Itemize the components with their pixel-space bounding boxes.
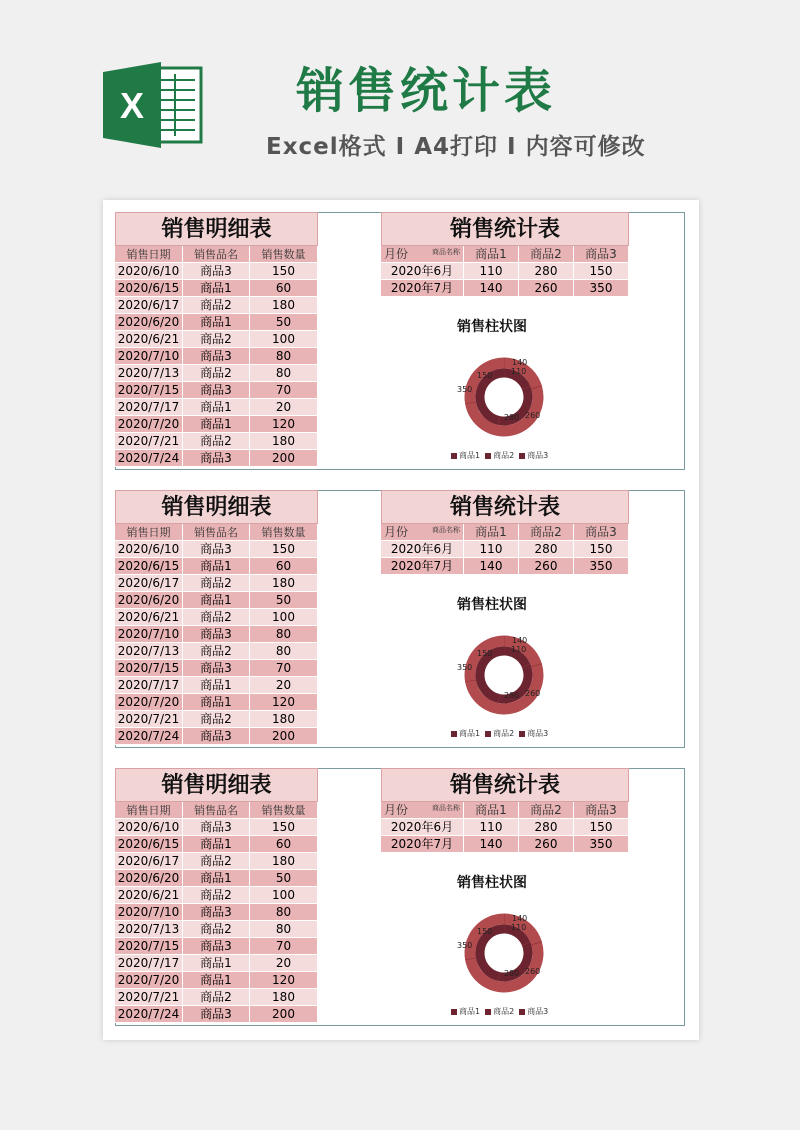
summary-table	[381, 212, 629, 297]
detail-cell: 180	[250, 575, 318, 592]
detail-header-cell: 销售日期	[115, 524, 183, 541]
donut-chart	[449, 908, 559, 1008]
detail-row	[115, 677, 318, 694]
detail-cell: 商品2	[183, 989, 250, 1006]
detail-cell: 商品2	[183, 365, 250, 382]
detail-cell: 120	[250, 416, 318, 433]
legend-swatch-icon	[519, 453, 525, 459]
detail-cell: 80	[250, 643, 318, 660]
detail-cell: 180	[250, 297, 318, 314]
detail-cell: 商品1	[183, 836, 250, 853]
legend-swatch-icon	[485, 1009, 491, 1015]
legend-label: 商品2	[493, 1007, 515, 1016]
detail-cell: 商品2	[183, 609, 250, 626]
summary-table	[381, 768, 629, 853]
legend-label: 商品1	[459, 1007, 481, 1016]
detail-cell: 商品2	[183, 921, 250, 938]
summary-cell: 260	[519, 836, 574, 853]
detail-cell: 150	[250, 263, 318, 280]
detail-row	[115, 819, 318, 836]
detail-cell: 商品1	[183, 416, 250, 433]
detail-cell: 120	[250, 972, 318, 989]
detail-row	[115, 660, 318, 677]
summary-row	[381, 263, 629, 280]
detail-table-body	[115, 263, 318, 467]
detail-cell: 商品2	[183, 711, 250, 728]
summary-cell: 280	[519, 541, 574, 558]
detail-cell: 180	[250, 989, 318, 1006]
detail-header-cell: 销售品名	[183, 524, 250, 541]
detail-cell: 150	[250, 819, 318, 836]
summary-header-cell: 商品3	[574, 246, 629, 263]
detail-cell: 2020/7/17	[115, 955, 183, 972]
donut-data-label: 140	[512, 914, 528, 923]
detail-header-cell: 销售数量	[250, 802, 318, 819]
detail-row	[115, 1006, 318, 1023]
legend-item	[485, 1006, 514, 1017]
detail-table-body	[115, 819, 318, 1023]
summary-table-title: 销售统计表	[381, 212, 629, 246]
detail-cell: 2020/7/10	[115, 626, 183, 643]
summary-corner-cell	[381, 246, 464, 263]
detail-cell: 2020/6/10	[115, 819, 183, 836]
detail-row	[115, 921, 318, 938]
detail-row	[115, 592, 318, 609]
detail-cell: 商品2	[183, 297, 250, 314]
detail-cell: 120	[250, 694, 318, 711]
donut-data-label: 140	[512, 636, 528, 645]
detail-row	[115, 711, 318, 728]
detail-cell: 70	[250, 938, 318, 955]
donut-slice	[480, 373, 504, 420]
donut-data-label: 280	[504, 413, 520, 422]
detail-cell: 200	[250, 728, 318, 745]
detail-cell: 商品3	[183, 904, 250, 921]
donut-chart	[449, 352, 559, 452]
detail-cell: 商品3	[183, 541, 250, 558]
legend-swatch-icon	[519, 731, 525, 737]
summary-header-cell: 商品3	[574, 802, 629, 819]
summary-cell: 350	[574, 558, 629, 575]
chart-title: 销售柱状图	[457, 875, 527, 891]
detail-cell: 200	[250, 450, 318, 467]
detail-cell: 2020/7/20	[115, 694, 183, 711]
detail-row	[115, 904, 318, 921]
detail-cell: 2020/7/24	[115, 728, 183, 745]
summary-cell: 110	[464, 263, 519, 280]
detail-cell: 2020/7/24	[115, 1006, 183, 1023]
detail-row	[115, 955, 318, 972]
donut-data-label: 150	[477, 927, 493, 936]
donut-data-label: 260	[525, 411, 541, 420]
summary-cell: 140	[464, 836, 519, 853]
detail-cell: 商品3	[183, 382, 250, 399]
detail-cell: 100	[250, 609, 318, 626]
donut-data-label: 280	[504, 969, 520, 978]
legend-swatch-icon	[451, 1009, 457, 1015]
detail-cell: 商品2	[183, 433, 250, 450]
detail-header-cell: 销售日期	[115, 802, 183, 819]
summary-header-cell: 商品3	[574, 524, 629, 541]
detail-cell: 2020/6/17	[115, 853, 183, 870]
donut-chart	[449, 630, 559, 730]
detail-cell: 100	[250, 887, 318, 904]
summary-table-header	[381, 802, 629, 819]
donut-data-label: 150	[477, 371, 493, 380]
summary-cell: 150	[574, 541, 629, 558]
legend-label: 商品1	[459, 451, 481, 460]
summary-corner-bottom: 月份	[384, 525, 409, 539]
legend-label: 商品3	[527, 451, 549, 460]
detail-row	[115, 887, 318, 904]
legend-item	[451, 450, 480, 461]
summary-cell: 350	[574, 280, 629, 297]
summary-row	[381, 819, 629, 836]
detail-header-cell: 销售品名	[183, 246, 250, 263]
detail-row	[115, 348, 318, 365]
donut-data-label: 350	[457, 663, 473, 672]
detail-cell: 商品3	[183, 819, 250, 836]
detail-cell: 2020/7/17	[115, 399, 183, 416]
detail-row	[115, 297, 318, 314]
detail-row	[115, 450, 318, 467]
detail-cell: 2020/7/15	[115, 660, 183, 677]
spreadsheet-paper	[103, 200, 699, 1040]
donut-data-label: 150	[477, 649, 493, 658]
detail-header-cell: 销售品名	[183, 802, 250, 819]
detail-cell: 60	[250, 836, 318, 853]
detail-cell: 100	[250, 331, 318, 348]
detail-cell: 2020/6/21	[115, 887, 183, 904]
detail-cell: 商品2	[183, 887, 250, 904]
summary-cell: 260	[519, 280, 574, 297]
detail-row	[115, 365, 318, 382]
detail-row	[115, 331, 318, 348]
excel-logo-icon	[103, 60, 203, 150]
donut-data-label: 140	[512, 358, 528, 367]
chart-title: 销售柱状图	[457, 597, 527, 613]
summary-table-header	[381, 246, 629, 263]
legend-label: 商品2	[493, 451, 515, 460]
summary-header-cell: 商品1	[464, 802, 519, 819]
detail-table	[115, 490, 318, 745]
donut-data-label: 110	[511, 367, 527, 376]
detail-cell: 50	[250, 592, 318, 609]
detail-row	[115, 609, 318, 626]
detail-cell: 商品1	[183, 870, 250, 887]
detail-cell: 2020/6/15	[115, 836, 183, 853]
detail-cell: 2020/7/21	[115, 711, 183, 728]
summary-cell: 280	[519, 819, 574, 836]
chart-legend	[451, 1006, 548, 1017]
detail-cell: 80	[250, 904, 318, 921]
detail-cell: 商品1	[183, 694, 250, 711]
detail-cell: 商品2	[183, 575, 250, 592]
legend-swatch-icon	[451, 731, 457, 737]
donut-data-label: 260	[525, 967, 541, 976]
detail-cell: 70	[250, 382, 318, 399]
detail-cell: 80	[250, 921, 318, 938]
detail-row	[115, 989, 318, 1006]
detail-row	[115, 382, 318, 399]
detail-cell: 2020/6/17	[115, 297, 183, 314]
chart-title: 销售柱状图	[457, 319, 527, 335]
detail-cell: 2020/7/24	[115, 450, 183, 467]
detail-cell: 200	[250, 1006, 318, 1023]
detail-header-cell: 销售数量	[250, 246, 318, 263]
summary-cell: 110	[464, 819, 519, 836]
donut-slice	[480, 651, 504, 698]
detail-cell: 150	[250, 541, 318, 558]
summary-cell: 2020年7月	[381, 836, 464, 853]
summary-table	[381, 490, 629, 575]
excel-logo-letter: X	[119, 85, 145, 126]
detail-row	[115, 626, 318, 643]
detail-cell: 商品1	[183, 677, 250, 694]
detail-row	[115, 870, 318, 887]
detail-cell: 60	[250, 558, 318, 575]
detail-cell: 商品3	[183, 728, 250, 745]
legend-item	[485, 450, 514, 461]
summary-cell: 2020年6月	[381, 541, 464, 558]
detail-cell: 商品1	[183, 558, 250, 575]
detail-cell: 70	[250, 660, 318, 677]
legend-label: 商品3	[527, 729, 549, 738]
detail-cell: 2020/7/13	[115, 365, 183, 382]
detail-cell: 2020/7/20	[115, 416, 183, 433]
detail-row	[115, 263, 318, 280]
summary-corner-cell	[381, 524, 464, 541]
summary-header-cell: 商品2	[519, 246, 574, 263]
legend-swatch-icon	[485, 731, 491, 737]
detail-table	[115, 212, 318, 467]
summary-cell: 150	[574, 263, 629, 280]
donut-data-label: 350	[457, 385, 473, 394]
legend-item	[519, 450, 548, 461]
detail-cell: 2020/6/21	[115, 609, 183, 626]
detail-cell: 20	[250, 955, 318, 972]
summary-corner-bottom: 月份	[384, 247, 409, 261]
detail-cell: 商品2	[183, 331, 250, 348]
summary-header-cell: 商品2	[519, 524, 574, 541]
detail-cell: 商品2	[183, 643, 250, 660]
detail-row	[115, 853, 318, 870]
detail-row	[115, 972, 318, 989]
summary-corner-cell	[381, 802, 464, 819]
detail-row	[115, 399, 318, 416]
detail-cell: 60	[250, 280, 318, 297]
detail-cell: 商品3	[183, 348, 250, 365]
summary-row	[381, 541, 629, 558]
detail-row	[115, 541, 318, 558]
summary-header-cell: 商品1	[464, 524, 519, 541]
legend-label: 商品1	[459, 729, 481, 738]
page-title: 销售统计表	[296, 63, 557, 119]
detail-cell: 2020/6/10	[115, 263, 183, 280]
detail-cell: 商品1	[183, 955, 250, 972]
summary-row	[381, 558, 629, 575]
legend-item	[519, 1006, 548, 1017]
detail-cell: 2020/6/10	[115, 541, 183, 558]
detail-row	[115, 280, 318, 297]
detail-cell: 商品3	[183, 626, 250, 643]
legend-item	[485, 728, 514, 739]
detail-cell: 商品2	[183, 853, 250, 870]
summary-row	[381, 280, 629, 297]
detail-row	[115, 728, 318, 745]
summary-header-cell: 商品2	[519, 802, 574, 819]
detail-cell: 2020/6/20	[115, 870, 183, 887]
detail-cell: 80	[250, 348, 318, 365]
summary-cell: 280	[519, 263, 574, 280]
legend-swatch-icon	[485, 453, 491, 459]
detail-cell: 商品3	[183, 263, 250, 280]
detail-table-body	[115, 541, 318, 745]
summary-cell: 2020年7月	[381, 280, 464, 297]
summary-table-title: 销售统计表	[381, 768, 629, 802]
summary-cell: 2020年6月	[381, 819, 464, 836]
detail-cell: 2020/6/15	[115, 558, 183, 575]
detail-cell: 商品1	[183, 972, 250, 989]
detail-row	[115, 694, 318, 711]
summary-cell: 150	[574, 819, 629, 836]
summary-header-cell: 商品1	[464, 246, 519, 263]
detail-header-cell: 销售数量	[250, 524, 318, 541]
detail-cell: 商品3	[183, 938, 250, 955]
donut-data-label: 110	[511, 923, 527, 932]
detail-cell: 180	[250, 853, 318, 870]
page-header	[0, 0, 800, 200]
donut-data-label: 280	[504, 691, 520, 700]
detail-table-title: 销售明细表	[115, 212, 318, 246]
detail-cell: 商品1	[183, 399, 250, 416]
detail-cell: 商品1	[183, 280, 250, 297]
detail-cell: 20	[250, 399, 318, 416]
detail-cell: 2020/7/10	[115, 348, 183, 365]
chart-legend	[451, 728, 548, 739]
detail-cell: 商品3	[183, 450, 250, 467]
summary-cell: 140	[464, 280, 519, 297]
summary-cell: 260	[519, 558, 574, 575]
detail-row	[115, 558, 318, 575]
summary-cell: 2020年6月	[381, 263, 464, 280]
summary-corner-top: 商品名称	[432, 526, 460, 534]
detail-cell: 商品1	[183, 314, 250, 331]
detail-cell: 2020/7/15	[115, 382, 183, 399]
detail-table-header	[115, 246, 318, 263]
detail-table-header	[115, 802, 318, 819]
detail-cell: 80	[250, 365, 318, 382]
legend-item	[451, 728, 480, 739]
detail-cell: 2020/7/21	[115, 989, 183, 1006]
legend-label: 商品2	[493, 729, 515, 738]
detail-cell: 2020/7/13	[115, 643, 183, 660]
detail-table-header	[115, 524, 318, 541]
legend-item	[451, 1006, 480, 1017]
detail-cell: 50	[250, 314, 318, 331]
detail-cell: 50	[250, 870, 318, 887]
detail-row	[115, 836, 318, 853]
detail-cell: 2020/7/20	[115, 972, 183, 989]
legend-item	[519, 728, 548, 739]
detail-cell: 2020/7/15	[115, 938, 183, 955]
donut-data-label: 260	[525, 689, 541, 698]
detail-cell: 180	[250, 433, 318, 450]
detail-cell: 2020/7/21	[115, 433, 183, 450]
detail-cell: 2020/6/21	[115, 331, 183, 348]
detail-table-title: 销售明细表	[115, 490, 318, 524]
detail-cell: 商品3	[183, 1006, 250, 1023]
donut-slice	[480, 929, 504, 976]
detail-cell: 商品1	[183, 592, 250, 609]
detail-table-title: 销售明细表	[115, 768, 318, 802]
detail-cell: 2020/7/10	[115, 904, 183, 921]
legend-swatch-icon	[451, 453, 457, 459]
detail-row	[115, 938, 318, 955]
summary-cell: 110	[464, 541, 519, 558]
detail-cell: 2020/7/17	[115, 677, 183, 694]
legend-swatch-icon	[519, 1009, 525, 1015]
detail-row	[115, 416, 318, 433]
detail-cell: 2020/7/13	[115, 921, 183, 938]
detail-cell: 20	[250, 677, 318, 694]
sales-block	[115, 490, 685, 748]
detail-cell: 2020/6/20	[115, 314, 183, 331]
sales-block	[115, 212, 685, 470]
summary-corner-top: 商品名称	[432, 248, 460, 256]
detail-header-cell: 销售日期	[115, 246, 183, 263]
summary-row	[381, 836, 629, 853]
detail-row	[115, 575, 318, 592]
detail-cell: 2020/6/15	[115, 280, 183, 297]
page-subtitle: Excel格式 I A4打印 I 内容可修改	[266, 134, 646, 160]
detail-cell: 2020/6/17	[115, 575, 183, 592]
summary-table-header	[381, 524, 629, 541]
detail-cell: 商品3	[183, 660, 250, 677]
summary-cell: 350	[574, 836, 629, 853]
detail-row	[115, 433, 318, 450]
sales-block	[115, 768, 685, 1026]
detail-cell: 80	[250, 626, 318, 643]
summary-corner-top: 商品名称	[432, 804, 460, 812]
summary-cell: 140	[464, 558, 519, 575]
detail-cell: 180	[250, 711, 318, 728]
donut-data-label: 350	[457, 941, 473, 950]
chart-legend	[451, 450, 548, 461]
summary-corner-bottom: 月份	[384, 803, 409, 817]
summary-cell: 2020年7月	[381, 558, 464, 575]
detail-row	[115, 314, 318, 331]
donut-data-label: 110	[511, 645, 527, 654]
detail-table	[115, 768, 318, 1023]
legend-label: 商品3	[527, 1007, 549, 1016]
detail-row	[115, 643, 318, 660]
summary-table-title: 销售统计表	[381, 490, 629, 524]
detail-cell: 2020/6/20	[115, 592, 183, 609]
